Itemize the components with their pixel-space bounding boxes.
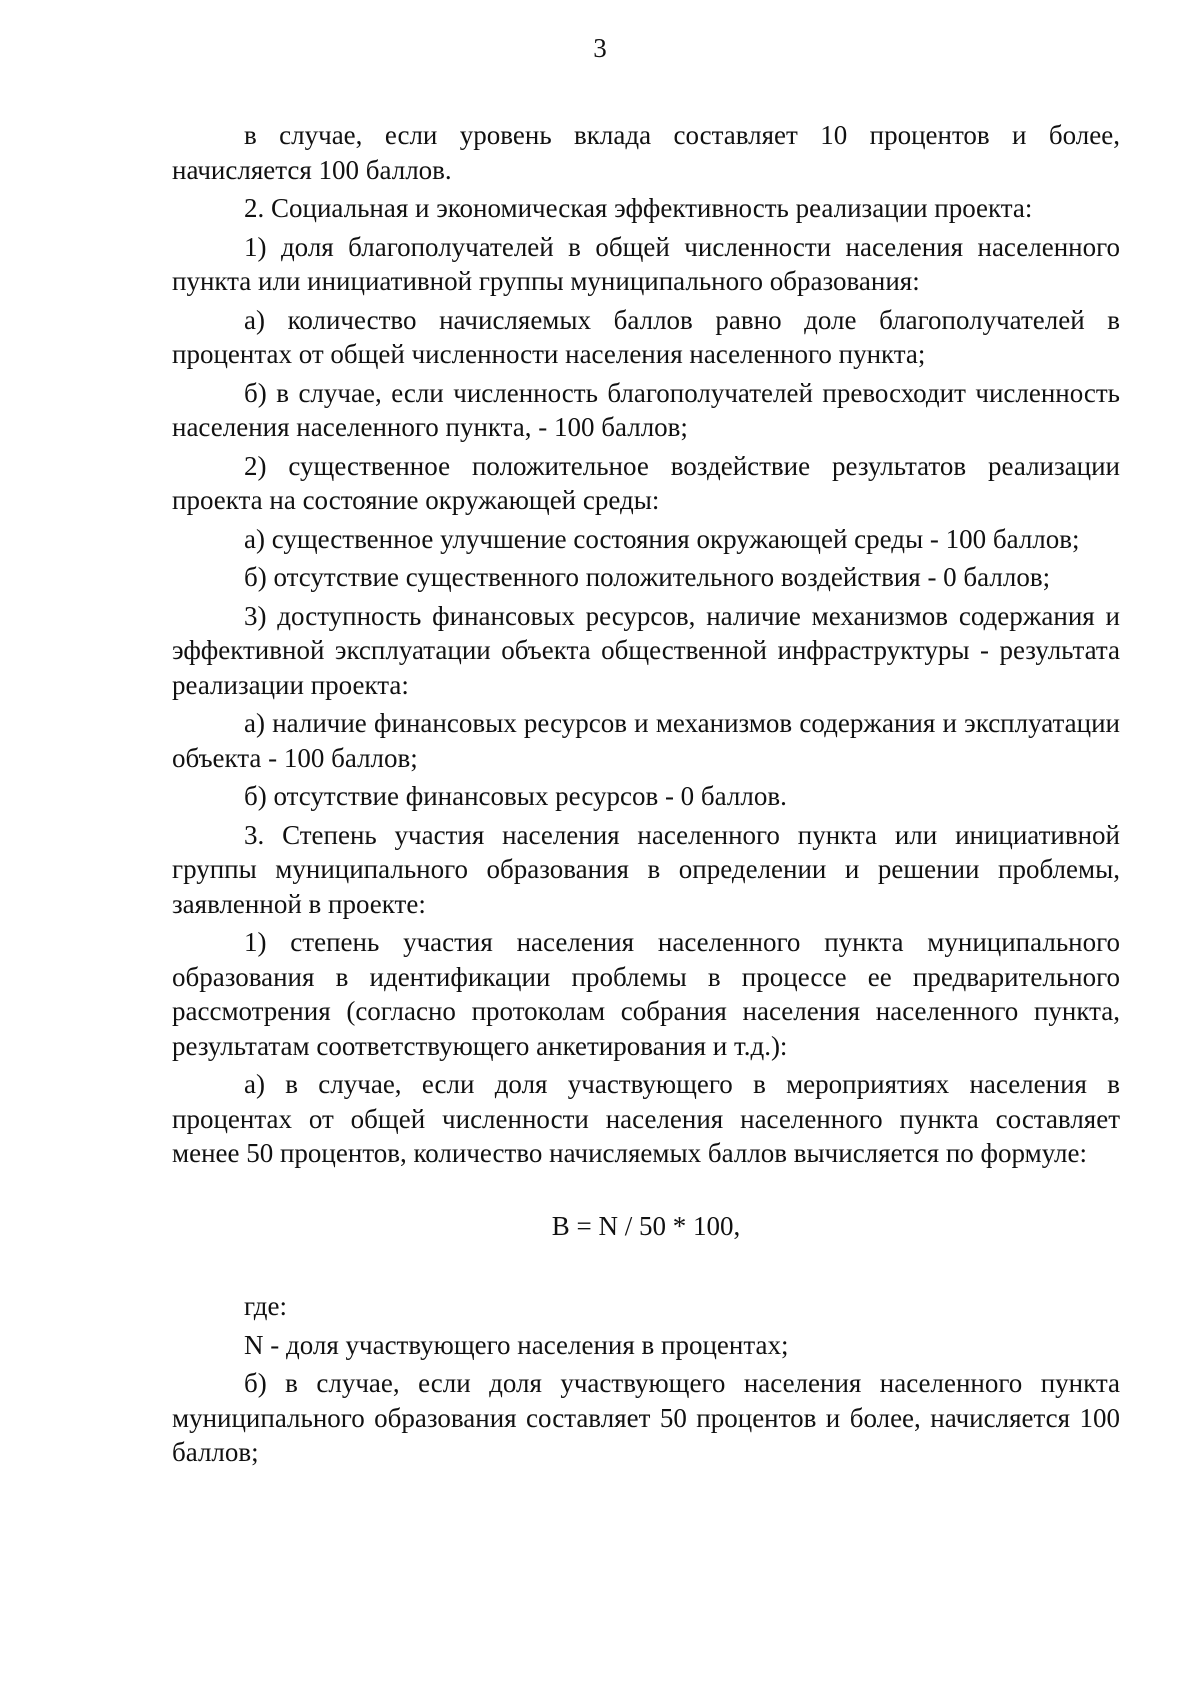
paragraph: 2) существенное положительное воздействие результатов реализации проекта на состояние окружающей среды: xyxy=(172,450,1120,515)
section-heading: 2. Социальная и экономическая эффективность реализации проекта: xyxy=(244,193,1033,223)
paragraph: 3) доступность финансовых ресурсов, наличие механизмов содержания и эффективной эксплуатации объекта общественной инфраструктуры - результата реализации проекта: xyxy=(172,600,1120,700)
paragraph: б) в случае, если доля участвующего населения населенного пункта муниципального образования составляет 50 процентов и более, начисляется 100 баллов; xyxy=(172,1368,1120,1467)
formula: В = N / 50 * 100, xyxy=(551,1210,741,1241)
paragraph: а) наличие финансовых ресурсов и механизмов содержания и эксплуатации объекта - 100 баллов; xyxy=(172,708,1120,773)
paragraph: б) отсутствие финансовых ресурсов - 0 баллов. xyxy=(244,781,787,811)
paragraph: а) существенное улучшение состояния окружающей среды - 100 баллов; xyxy=(244,523,1080,554)
paragraph: а) в случае, если доля участвующего в мероприятиях населения в процентах от общей численности населения населенного пункта составляет менее 50 процентов, количество начисляемых баллов вычисляется по формуле: xyxy=(172,1069,1120,1168)
paragraph: 1) доля благополучателей в общей численности населения населенного пункта или инициативной группы муниципального образования: xyxy=(172,231,1120,296)
paragraph: а) количество начисляемых баллов равно доле благополучателей в процентах от общей численности населения населенного пункта; xyxy=(172,304,1120,369)
paragraph: N - доля участвующего населения в процентах; xyxy=(244,1329,789,1360)
paragraph: б) отсутствие существенного положительного воздействия - 0 баллов; xyxy=(244,562,1051,592)
document-body xyxy=(172,118,1120,1474)
paragraph: где: xyxy=(244,1291,287,1321)
page-number: 3 xyxy=(593,33,607,63)
paragraph: б) в случае, если численность благополучателей превосходит численность населения населенного пункта, - 100 баллов; xyxy=(172,377,1120,442)
paragraph: 1) степень участия населения населенного пункта муниципального образования в идентификации проблемы в процессе ее предварительного рассмотрения (согласно протоколам собрания населения населенного пункта, результатам соответствующего анкетирования и т.д.): xyxy=(172,927,1120,1061)
paragraph: в случае, если уровень вклада составляет 10 процентов и более, начисляется 100 баллов. xyxy=(172,120,1120,185)
section-heading: 3. Степень участия населения населенного пункта или инициативной группы муниципального образования в определении и решении проблемы, заявленной в проекте: xyxy=(172,819,1120,919)
